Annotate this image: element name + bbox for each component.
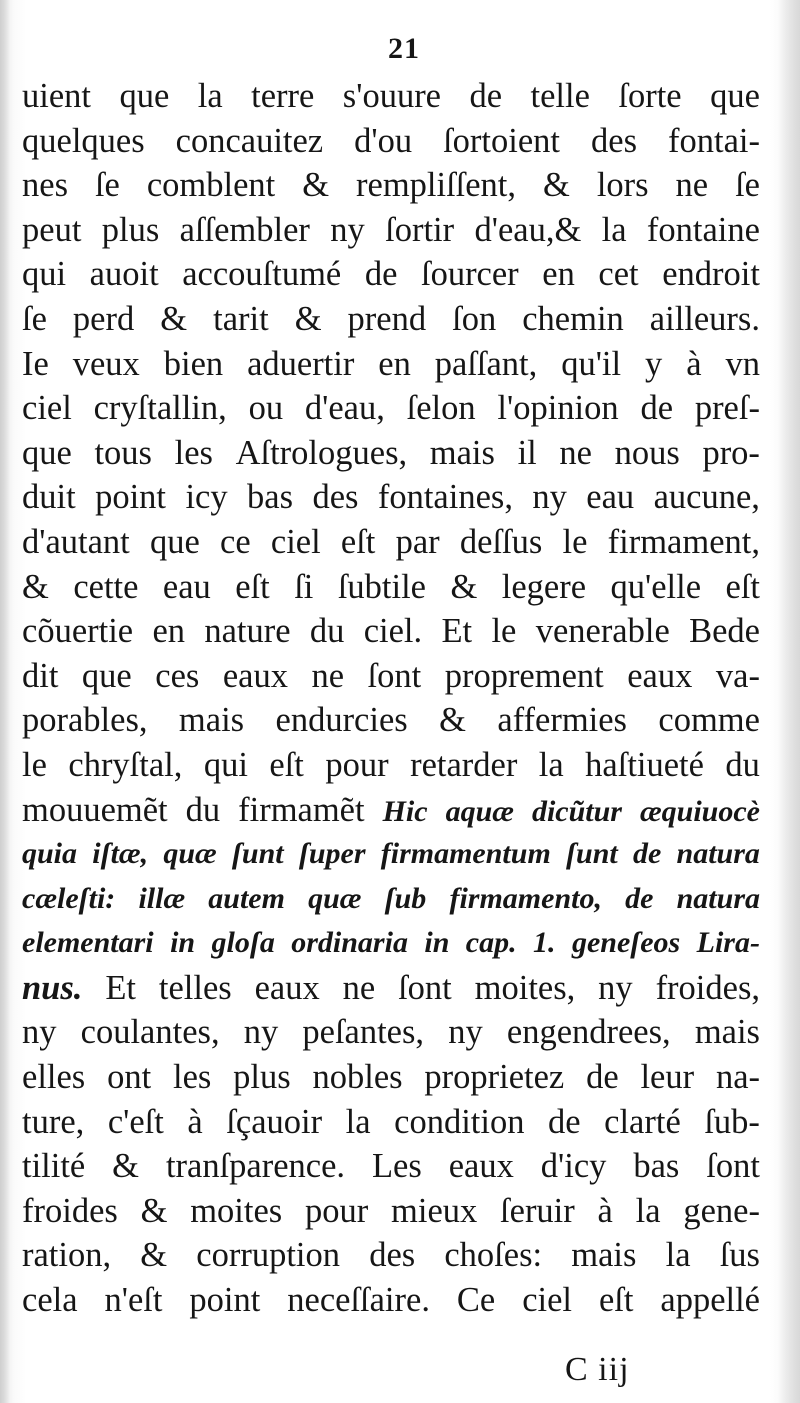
- text-line: nes ſe comblent & rempliſſent, & lors ne ſe: [22, 166, 760, 205]
- text-line: duit point icy bas des fontaines, ny eau aucune,: [22, 478, 760, 517]
- text-line: le chryſtal, qui eſt pour retarder la haſtiueté du: [22, 745, 760, 784]
- text-line: peut plus aſſembler ny ſortir d'eau,& la fontaine: [22, 210, 760, 249]
- text-line: elles ont les plus nobles proprietez de leur na-: [22, 1058, 760, 1097]
- text-line: quia iſtæ, quæ ſunt ſuper firmamentum ſunt de natura: [22, 837, 760, 871]
- text-line: nus. Et telles eaux ne ſont moites, ny froides,: [22, 968, 760, 1007]
- body-text: [22, 74, 760, 1323]
- text-line: cæleſti: illæ autem quæ ſub firmamento, de natura: [22, 881, 760, 915]
- text-line: ture, c'eſt à ſçauoir la condition de clarté ſub-: [22, 1102, 760, 1141]
- text-line: mouuemẽt du firmamẽt Hic aquæ dicũtur æquiuocè: [22, 790, 760, 829]
- text-line: d'autant que ce ciel eſt par deſſus le firmament,: [22, 522, 760, 561]
- text-line: ration, & corruption des choſes: mais la ſus: [22, 1236, 760, 1275]
- text-line: tilité & tranſparence. Les eaux d'icy bas ſont: [22, 1147, 760, 1186]
- left-edge-shadow: [0, 0, 10, 1403]
- text-line: elementari in gloſa ordinaria in cap. 1. geneſeos Lira-: [22, 926, 760, 960]
- text-line: cõuertie en nature du ciel. Et le venerable Bede: [22, 612, 760, 651]
- text-line: ſe perd & tarit & prend ſon chemin ailleurs.: [22, 299, 760, 338]
- text-line: dit que ces eaux ne ſont proprement eaux va-: [22, 656, 760, 695]
- text-line: qui auoit accouſtumé de ſourcer en cet endroit: [22, 255, 760, 294]
- text-line: que tous les Aſtrologues, mais il ne nous pro-: [22, 433, 760, 472]
- text-line: quelques concauitez d'ou ſortoient des fontai-: [22, 121, 760, 160]
- signature-mark: C iij: [565, 1351, 630, 1388]
- text-line: Ie veux bien aduertir en paſſant, qu'il y à vn: [22, 344, 760, 383]
- text-line: uient que la terre s'ouure de telle ſorte que: [22, 77, 760, 115]
- text-line: porables, mais endurcies & affermies comme: [22, 701, 760, 740]
- text-line: ny coulantes, ny peſantes, ny engendrees, mais: [22, 1013, 760, 1052]
- right-edge-shadow: [778, 0, 800, 1403]
- text-line: cela n'eſt point neceſſaire. Ce ciel eſt appellé: [22, 1281, 760, 1320]
- text-line: ciel cryſtallin, ou d'eau, ſelon l'opinion de preſ-: [22, 389, 760, 428]
- text-line: & cette eau eſt ſi ſubtile & legere qu'elle eſt: [22, 567, 760, 606]
- text-line: froides & moites pour mieux ſeruir à la gene-: [22, 1191, 760, 1230]
- page-number: 21: [388, 32, 420, 65]
